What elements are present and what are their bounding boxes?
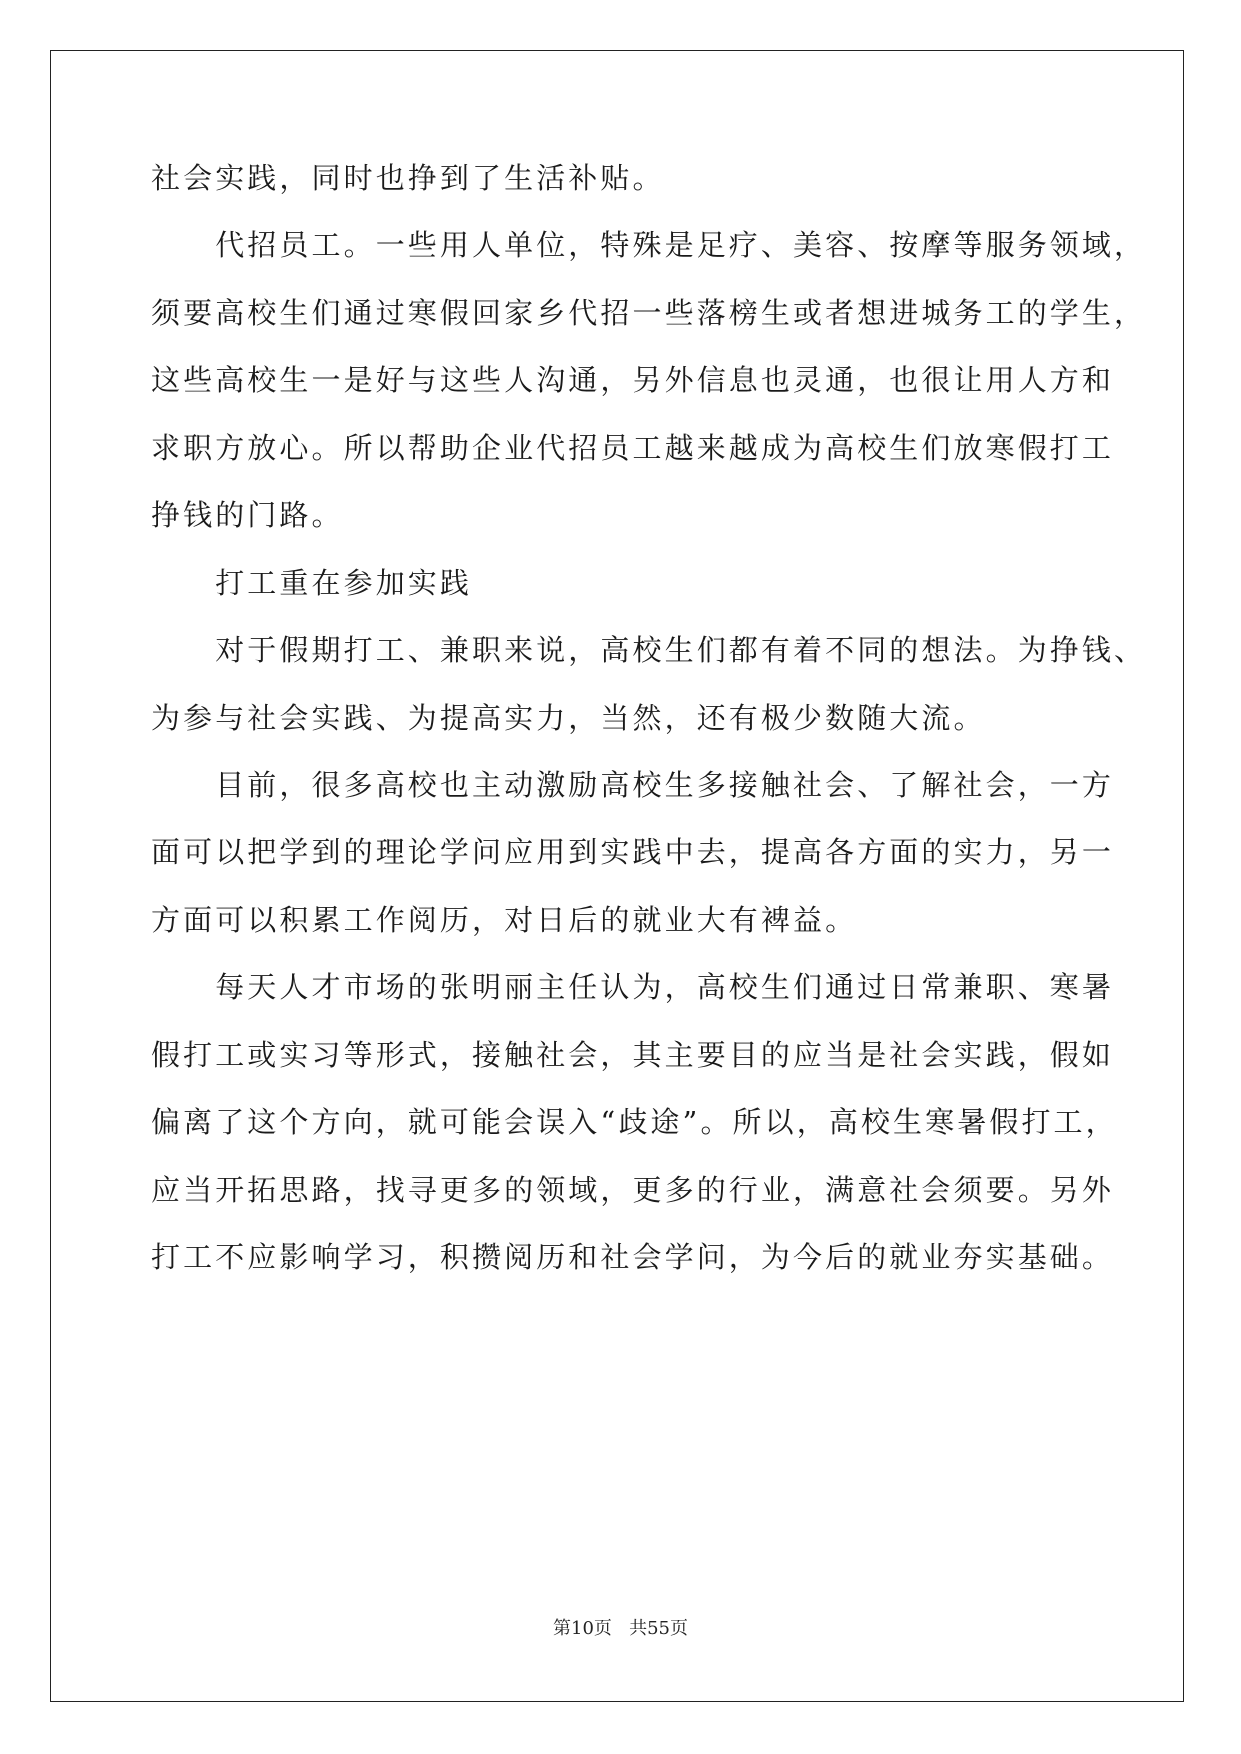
- body-line: 社会实践，同时也挣到了生活补贴。: [151, 161, 665, 195]
- body-line: 打工不应影响学习，积攒阅历和社会学问，为今后的就业夯实基础。: [151, 1240, 1115, 1274]
- body-line: 这些高校生一是好与这些人沟通，另外信息也灵通，也很让用人方和: [151, 363, 1115, 397]
- page-footer: [0, 1617, 1241, 1641]
- body-line: 假打工或实习等形式，接触社会，其主要目的应当是社会实践，假如: [151, 1038, 1115, 1072]
- section-heading: 打工重在参加实践: [151, 566, 473, 600]
- body-line: 须要高校生们通过寒假回家乡代招一些落榜生或者想进城务工的学生，: [151, 296, 1147, 330]
- body-line: 每天人才市场的张明丽主任认为，高校生们通过日常兼职、寒暑: [151, 970, 1115, 1004]
- body-line: 面可以把学到的理论学问应用到实践中去，提高各方面的实力，另一: [151, 835, 1115, 869]
- body-line: 对于假期打工、兼职来说，高校生们都有着不同的想法。为挣钱、: [151, 633, 1147, 667]
- body-line: 求职方放心。所以帮助企业代招员工越来越成为高校生们放寒假打工: [151, 431, 1115, 465]
- body-line: 偏离了这个方向，就可能会误入“歧途”。所以，高校生寒暑假打工，: [151, 1105, 1118, 1139]
- body-line: 代招员工。一些用人单位，特殊是足疗、美容、按摩等服务领域，: [151, 228, 1147, 262]
- page-number: 第10页: [553, 1618, 612, 1639]
- body-line: 为参与社会实践、为提高实力，当然，还有极少数随大流。: [151, 701, 986, 735]
- page-total: 共55页: [629, 1618, 688, 1639]
- body-line: 挣钱的门路。: [151, 498, 344, 532]
- body-line: 目前，很多高校也主动激励高校生多接触社会、了解社会，一方: [151, 768, 1115, 802]
- body-line: 方面可以积累工作阅历，对日后的就业大有裨益。: [151, 903, 858, 937]
- body-line: 应当开拓思路，找寻更多的领域，更多的行业，满意社会须要。另外: [151, 1173, 1115, 1207]
